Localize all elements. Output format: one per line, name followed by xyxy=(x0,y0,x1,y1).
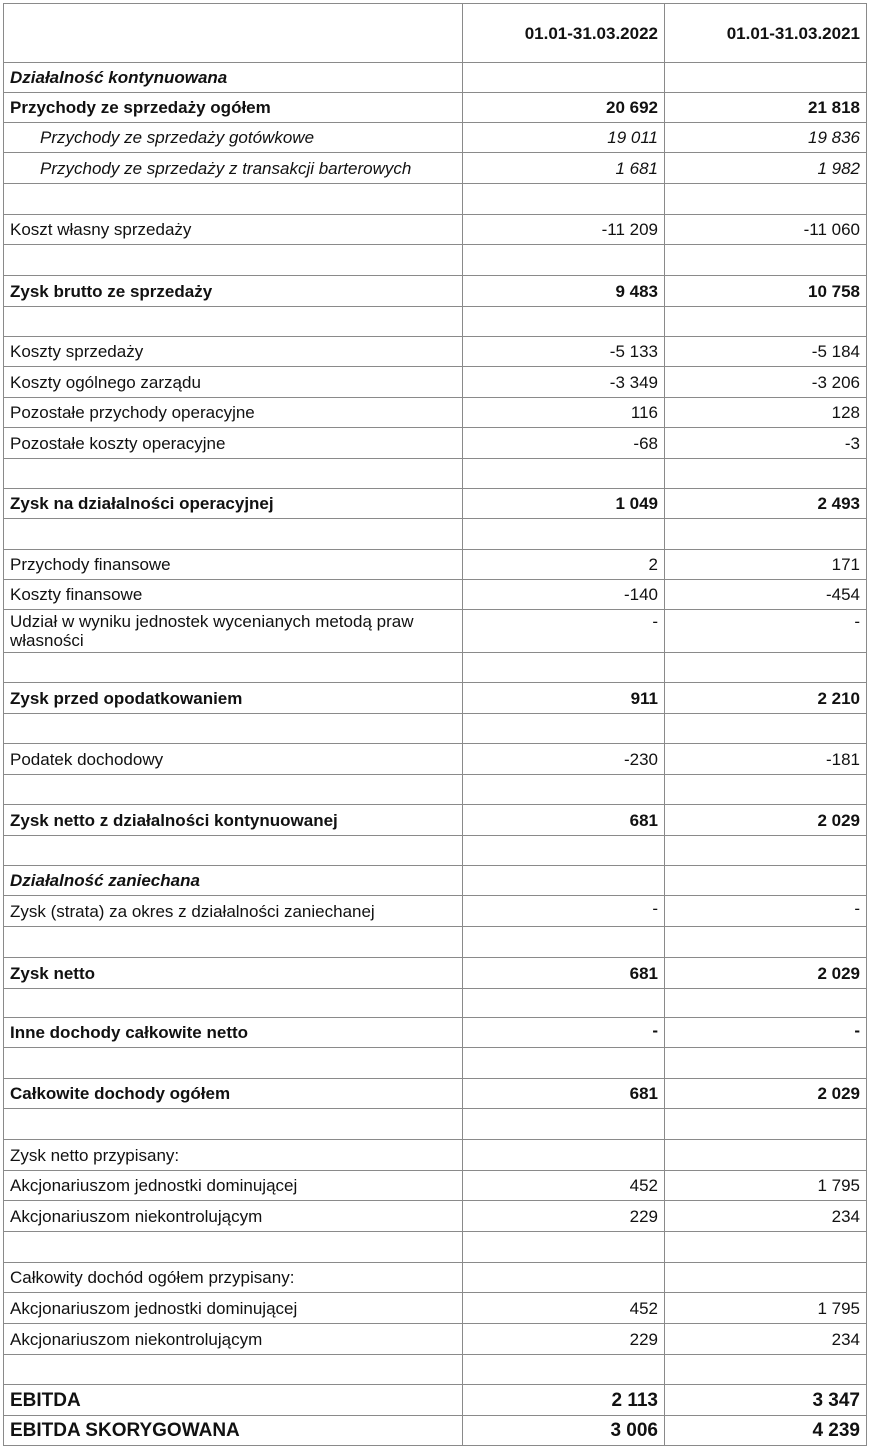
table-row xyxy=(4,744,867,775)
row-label: Przychody finansowe xyxy=(4,550,463,580)
value-2022: 681 xyxy=(463,805,665,836)
table-row xyxy=(4,93,867,123)
value-2022: -68 xyxy=(463,428,665,459)
value-2021: - xyxy=(665,1018,867,1048)
row-label xyxy=(4,307,463,337)
value-2021: - xyxy=(665,896,867,927)
value-2021 xyxy=(665,63,867,93)
spacer-row xyxy=(4,1048,867,1079)
row-label: Działalność kontynuowana xyxy=(4,63,463,93)
table-row xyxy=(4,1018,867,1048)
row-label xyxy=(4,1109,463,1140)
spacer-row xyxy=(4,989,867,1018)
value-2021 xyxy=(665,1232,867,1263)
header-period-2021: 01.01-31.03.2021 xyxy=(665,4,867,63)
value-2021: 171 xyxy=(665,550,867,580)
value-2021: 234 xyxy=(665,1324,867,1355)
row-label: Przychody ze sprzedaży gotówkowe xyxy=(4,123,463,153)
spacer-row xyxy=(4,927,867,958)
value-2022: -3 349 xyxy=(463,367,665,398)
table-row xyxy=(4,1079,867,1109)
table-row xyxy=(4,1416,867,1446)
row-label: Zysk netto przypisany: xyxy=(4,1140,463,1171)
table-row xyxy=(4,1293,867,1324)
value-2022 xyxy=(463,989,665,1018)
table-row xyxy=(4,428,867,459)
row-label xyxy=(4,1355,463,1385)
row-label: Podatek dochodowy xyxy=(4,744,463,775)
row-label xyxy=(4,927,463,958)
row-label: Akcjonariuszom niekontrolującym xyxy=(4,1324,463,1355)
value-2022: 452 xyxy=(463,1293,665,1324)
value-2022: - xyxy=(463,896,665,927)
value-2022 xyxy=(463,459,665,489)
value-2022: 9 483 xyxy=(463,276,665,307)
row-label: Zysk (strata) za okres z działalności zaniechanej xyxy=(4,896,463,927)
value-2021 xyxy=(665,184,867,215)
row-label: Akcjonariuszom jednostki dominującej xyxy=(4,1171,463,1201)
value-2021: 1 982 xyxy=(665,153,867,184)
spacer-row xyxy=(4,307,867,337)
value-2021: 4 239 xyxy=(665,1416,867,1446)
row-label: Koszty finansowe xyxy=(4,580,463,610)
spacer-row xyxy=(4,245,867,276)
value-2022 xyxy=(463,307,665,337)
value-2021 xyxy=(665,1048,867,1079)
value-2022: 1 049 xyxy=(463,489,665,519)
value-2022: 116 xyxy=(463,398,665,428)
value-2021 xyxy=(665,866,867,896)
value-2022 xyxy=(463,1232,665,1263)
row-label xyxy=(4,1048,463,1079)
row-label xyxy=(4,459,463,489)
table-row xyxy=(4,550,867,580)
value-2022 xyxy=(463,1109,665,1140)
row-label: Zysk netto xyxy=(4,958,463,989)
value-2021 xyxy=(665,836,867,866)
row-label: Zysk netto z działalności kontynuowanej xyxy=(4,805,463,836)
row-label: Inne dochody całkowite netto xyxy=(4,1018,463,1048)
value-2022 xyxy=(463,836,665,866)
spacer-row xyxy=(4,459,867,489)
table-row xyxy=(4,1201,867,1232)
spacer-row xyxy=(4,1109,867,1140)
value-2022: 229 xyxy=(463,1324,665,1355)
spacer-row xyxy=(4,836,867,866)
row-label: Akcjonariuszom jednostki dominującej xyxy=(4,1293,463,1324)
value-2021 xyxy=(665,307,867,337)
table-row xyxy=(4,683,867,714)
value-2021: -3 206 xyxy=(665,367,867,398)
value-2022: 3 006 xyxy=(463,1416,665,1446)
spacer-row xyxy=(4,1355,867,1385)
row-label xyxy=(4,653,463,683)
table-row xyxy=(4,805,867,836)
value-2022 xyxy=(463,1263,665,1293)
table-row xyxy=(4,958,867,989)
spacer-row xyxy=(4,653,867,683)
value-2021: -454 xyxy=(665,580,867,610)
value-2022: -140 xyxy=(463,580,665,610)
value-2021: 234 xyxy=(665,1201,867,1232)
value-2021 xyxy=(665,1263,867,1293)
spacer-row xyxy=(4,1232,867,1263)
row-label: EBITDA xyxy=(4,1385,463,1416)
value-2021 xyxy=(665,775,867,805)
value-2022 xyxy=(463,1048,665,1079)
row-label xyxy=(4,836,463,866)
value-2021 xyxy=(665,714,867,744)
row-label xyxy=(4,775,463,805)
table-row xyxy=(4,866,867,896)
value-2022 xyxy=(463,519,665,550)
value-2022: 911 xyxy=(463,683,665,714)
row-label: Zysk przed opodatkowaniem xyxy=(4,683,463,714)
header-label-cell xyxy=(4,4,463,63)
row-label: Przychody ze sprzedaży ogółem xyxy=(4,93,463,123)
row-label: Koszty ogólnego zarządu xyxy=(4,367,463,398)
value-2021 xyxy=(665,1355,867,1385)
row-label xyxy=(4,989,463,1018)
spacer-row xyxy=(4,184,867,215)
table-row xyxy=(4,1140,867,1171)
value-2021 xyxy=(665,1140,867,1171)
value-2022: -5 133 xyxy=(463,337,665,367)
table-row xyxy=(4,398,867,428)
value-2022 xyxy=(463,775,665,805)
value-2021: -11 060 xyxy=(665,215,867,245)
row-label: Pozostałe przychody operacyjne xyxy=(4,398,463,428)
value-2021: 2 029 xyxy=(665,1079,867,1109)
row-label: Koszty sprzedaży xyxy=(4,337,463,367)
value-2021: 3 347 xyxy=(665,1385,867,1416)
table-row xyxy=(4,1385,867,1416)
value-2022 xyxy=(463,866,665,896)
table-row xyxy=(4,367,867,398)
table-row xyxy=(4,337,867,367)
value-2021 xyxy=(665,1109,867,1140)
table-row xyxy=(4,123,867,153)
value-2022: 229 xyxy=(463,1201,665,1232)
value-2021: 2 029 xyxy=(665,958,867,989)
row-label: Działalność zaniechana xyxy=(4,866,463,896)
row-label: EBITDA SKORYGOWANA xyxy=(4,1416,463,1446)
value-2022 xyxy=(463,184,665,215)
value-2022 xyxy=(463,245,665,276)
value-2021: 128 xyxy=(665,398,867,428)
value-2021 xyxy=(665,653,867,683)
row-label xyxy=(4,184,463,215)
value-2021: - xyxy=(665,610,867,653)
value-2022: 19 011 xyxy=(463,123,665,153)
value-2022: 20 692 xyxy=(463,93,665,123)
value-2022: 452 xyxy=(463,1171,665,1201)
value-2022: -11 209 xyxy=(463,215,665,245)
row-label xyxy=(4,519,463,550)
table-row xyxy=(4,63,867,93)
table-row xyxy=(4,896,867,927)
value-2021 xyxy=(665,927,867,958)
table-row xyxy=(4,1324,867,1355)
row-label: Całkowite dochody ogółem xyxy=(4,1079,463,1109)
value-2021: 10 758 xyxy=(665,276,867,307)
spacer-row xyxy=(4,714,867,744)
table-row xyxy=(4,580,867,610)
row-label: Udział w wyniku jednostek wycenianych metodą praw własności xyxy=(4,610,463,653)
row-label: Pozostałe koszty operacyjne xyxy=(4,428,463,459)
row-label: Koszt własny sprzedaży xyxy=(4,215,463,245)
value-2021: 2 493 xyxy=(665,489,867,519)
table-row xyxy=(4,153,867,184)
value-2022: - xyxy=(463,610,665,653)
value-2022 xyxy=(463,1140,665,1171)
value-2022: 2 113 xyxy=(463,1385,665,1416)
value-2022 xyxy=(463,63,665,93)
row-label xyxy=(4,1232,463,1263)
row-label: Akcjonariuszom niekontrolującym xyxy=(4,1201,463,1232)
value-2022: -230 xyxy=(463,744,665,775)
table-row xyxy=(4,610,867,653)
table-row xyxy=(4,489,867,519)
value-2022: 681 xyxy=(463,1079,665,1109)
value-2021: 1 795 xyxy=(665,1293,867,1324)
table-row xyxy=(4,1263,867,1293)
value-2021 xyxy=(665,989,867,1018)
value-2022: 1 681 xyxy=(463,153,665,184)
value-2021: -181 xyxy=(665,744,867,775)
row-label: Zysk brutto ze sprzedaży xyxy=(4,276,463,307)
row-label: Całkowity dochód ogółem przypisany: xyxy=(4,1263,463,1293)
value-2021: -5 184 xyxy=(665,337,867,367)
value-2022 xyxy=(463,927,665,958)
header-period-2022: 01.01-31.03.2022 xyxy=(463,4,665,63)
row-label xyxy=(4,245,463,276)
value-2021: 2 029 xyxy=(665,805,867,836)
value-2021 xyxy=(665,245,867,276)
header-row xyxy=(4,4,867,63)
value-2021: 1 795 xyxy=(665,1171,867,1201)
spacer-row xyxy=(4,775,867,805)
value-2022: - xyxy=(463,1018,665,1048)
row-label: Zysk na działalności operacyjnej xyxy=(4,489,463,519)
value-2022 xyxy=(463,653,665,683)
table-row xyxy=(4,276,867,307)
value-2021: 19 836 xyxy=(665,123,867,153)
value-2022: 681 xyxy=(463,958,665,989)
table-row xyxy=(4,215,867,245)
row-label: Przychody ze sprzedaży z transakcji barterowych xyxy=(4,153,463,184)
spacer-row xyxy=(4,519,867,550)
value-2022 xyxy=(463,1355,665,1385)
value-2022: 2 xyxy=(463,550,665,580)
value-2021 xyxy=(665,519,867,550)
table-row xyxy=(4,1171,867,1201)
value-2021 xyxy=(665,459,867,489)
value-2021: -3 xyxy=(665,428,867,459)
row-label xyxy=(4,714,463,744)
value-2021: 2 210 xyxy=(665,683,867,714)
income-statement-table xyxy=(3,3,867,1446)
table-body xyxy=(4,63,867,1446)
value-2021: 21 818 xyxy=(665,93,867,123)
value-2022 xyxy=(463,714,665,744)
